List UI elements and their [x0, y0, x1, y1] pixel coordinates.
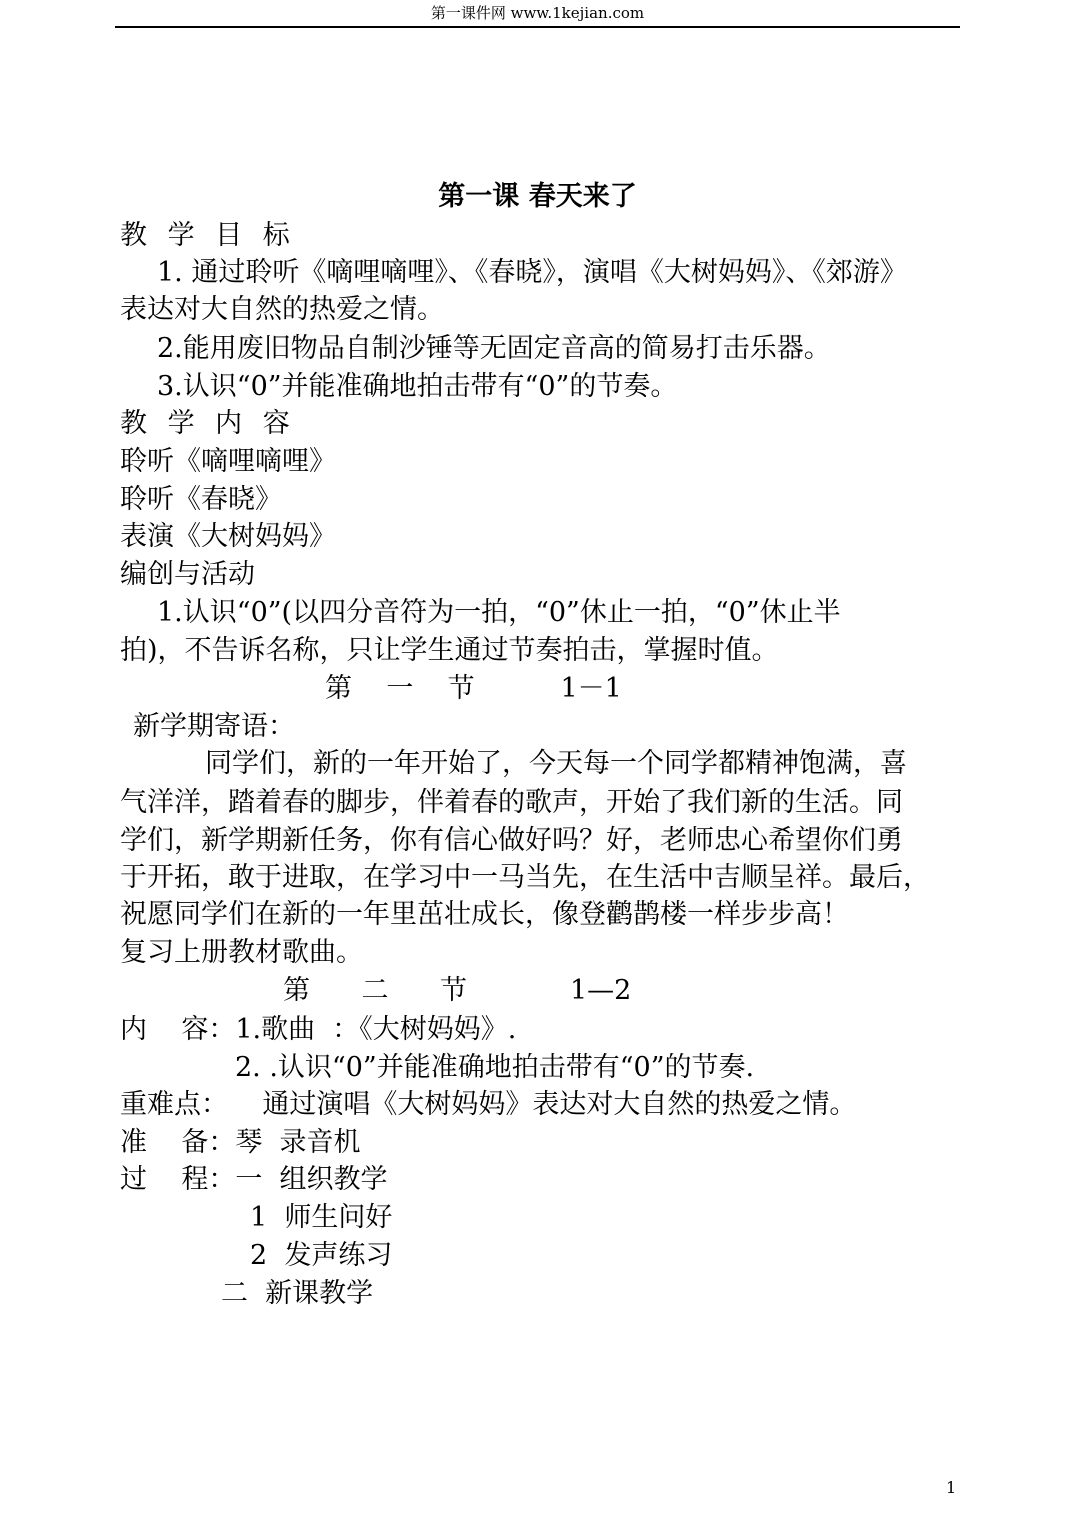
content-item: 聆听《春晓》 [120, 484, 282, 515]
content-item: 编创与活动 [120, 559, 255, 590]
header-rule [115, 26, 960, 28]
process-step: 二 新课教学 [221, 1278, 374, 1309]
objective-1-cont: 表达对大自然的热爱之情。 [120, 294, 444, 325]
process-step: 2 发声练习 [250, 1240, 393, 1271]
content-item: 聆听《嘀哩嘀哩》 [120, 446, 336, 477]
lesson-title: 第一课 春天来了 [438, 181, 637, 212]
greeting-paragraph: 于开拓，敢于进取，在学习中一马当先，在生活中吉顺呈祥。最后， [120, 862, 930, 893]
section-title-1: 第 一 节 1－1 [325, 673, 622, 704]
greeting-paragraph: 同学们，新的一年开始了，今天每一个同学都精神饱满，喜 [205, 748, 907, 779]
greeting-paragraph: 祝愿同学们在新的一年里茁壮成长，像登鹳鹊楼一样步步高！ [120, 899, 849, 930]
process-step: 1 师生问好 [250, 1202, 393, 1233]
objective-3: 3.认识“0”并能准确地拍击带有“0”的节奏。 [157, 371, 678, 402]
key-difficulty: 重难点： 通过演唱《大树妈妈》表达对大自然的热爱之情。 [120, 1089, 857, 1120]
content-item: 表演《大树妈妈》 [120, 521, 336, 552]
objective-1: 1. 通过聆听《嘀哩嘀哩》、《春晓》，演唱《大树妈妈》、《郊游》 [157, 257, 907, 288]
section-heading-objectives: 教 学 目 标 [120, 220, 296, 251]
activity-1-cont: 拍)，不告诉名称，只让学生通过节奏拍击，掌握时值。 [120, 635, 779, 666]
greeting-paragraph: 学们，新学期新任务，你有信心做好吗？好，老师忠心希望你们勇 [120, 825, 903, 856]
preparation: 准 备：琴 录音机 [120, 1127, 361, 1158]
content-line: 内 容：1.歌曲 ：《大树妈妈》. [120, 1014, 517, 1045]
greeting-heading: 新学期寄语： [133, 711, 295, 742]
section-heading-content: 教 学 内 容 [120, 408, 296, 439]
greeting-paragraph: 气洋洋，踏着春的脚步，伴着春的歌声，开始了我们新的生活。同 [120, 787, 903, 818]
activity-1: 1.认识“0”(以四分音符为一拍，“0”休止一拍，“0”休止半 [157, 597, 841, 628]
page-header: 第一课件网 www.1kejian.com [430, 4, 645, 22]
section-title-2: 第 二 节 1—2 [283, 975, 632, 1006]
content-line: 2. .认识“0”并能准确地拍击带有“0”的节奏. [235, 1052, 755, 1083]
objective-2: 2.能用废旧物品自制沙锤等无固定音高的简易打击乐器。 [157, 333, 831, 364]
review-line: 复习上册教材歌曲。 [120, 937, 363, 968]
process: 过 程：一 组织教学 [120, 1164, 388, 1195]
page-number: 1 [946, 1478, 957, 1497]
